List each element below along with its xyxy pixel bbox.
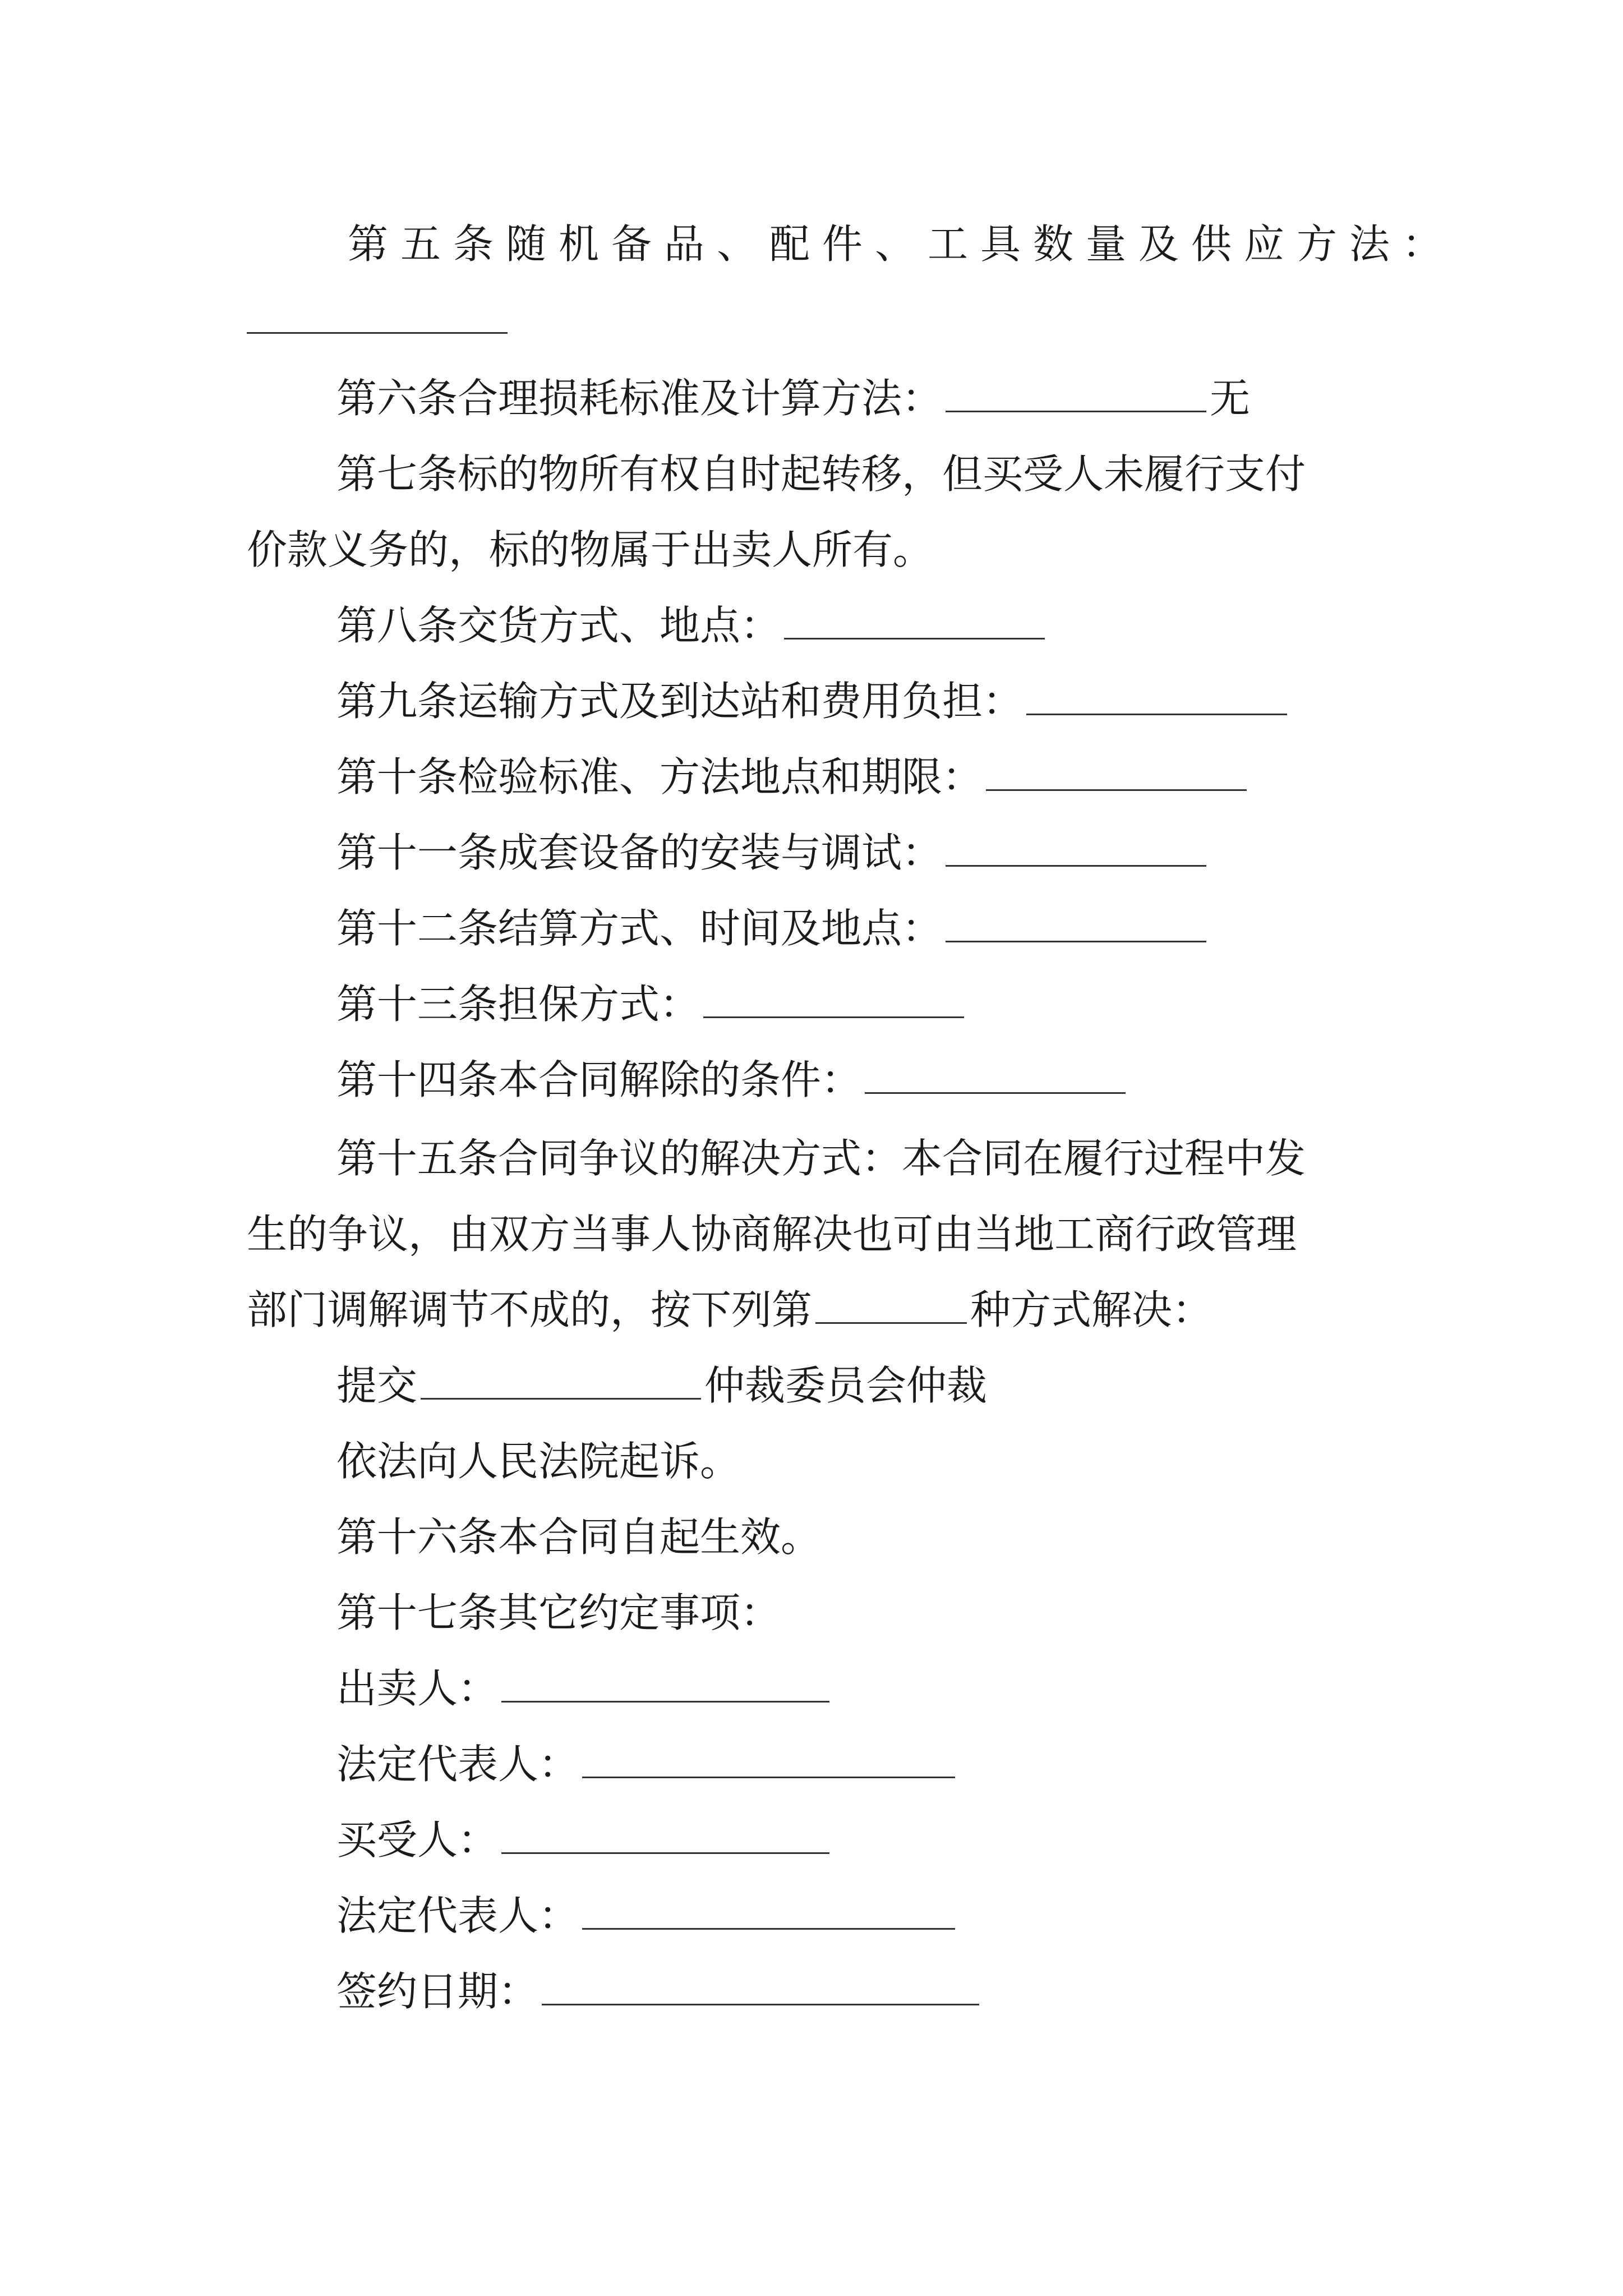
clause-14 — [336, 1046, 1129, 1114]
clause-9 — [336, 668, 1290, 735]
buyer-rep-label: 法定代表人： — [336, 1892, 579, 1939]
clause-17 — [336, 1579, 781, 1646]
option-1-text-a: 提交 — [336, 1362, 418, 1409]
clause-7-text-2: 价款义务的，标的物属于出卖人所有。 — [247, 526, 934, 573]
buyer-rep-blank[interactable] — [582, 1894, 955, 1930]
option-2 — [336, 1428, 740, 1495]
clause-7-text-1: 第七条标的物所有权自时起转移，但买受人未履行支付 — [336, 450, 1306, 498]
signature-buyer-rep — [336, 1882, 958, 1949]
seller-blank[interactable] — [501, 1667, 829, 1703]
clause-12 — [336, 895, 1210, 962]
clause-11-text: 第十一条成套设备的安装与调试： — [336, 829, 943, 876]
buyer-blank[interactable] — [501, 1819, 829, 1854]
clause-6-blank[interactable] — [946, 377, 1206, 412]
clause-15-text-3a: 部门调解调节不成的，按下列第 — [247, 1286, 813, 1333]
clause-15-method-blank[interactable] — [815, 1289, 967, 1324]
clause-15-line-3 — [247, 1276, 1212, 1343]
clause-8-text: 第八条交货方式、地点： — [336, 602, 781, 649]
seller-label: 出卖人： — [336, 1665, 499, 1712]
option-2-text: 依法向人民法院起诉。 — [336, 1438, 741, 1485]
clause-10-blank[interactable] — [986, 756, 1247, 791]
clause-15-text-3b: 种方式解决： — [970, 1286, 1213, 1333]
clause-9-blank[interactable] — [1026, 680, 1287, 715]
clause-14-blank[interactable] — [865, 1059, 1126, 1094]
clause-16-text: 第十六条本合同自起生效。 — [336, 1513, 822, 1561]
signature-buyer — [336, 1806, 833, 1874]
clause-17-text: 第十七条其它约定事项： — [336, 1589, 781, 1636]
clause-13-text: 第十三条担保方式： — [336, 981, 700, 1028]
buyer-label: 买受人： — [336, 1816, 499, 1864]
signature-seller-rep — [336, 1731, 958, 1798]
signature-date — [336, 1958, 983, 2025]
clause-10-text: 第十条检验标准、方法地点和期限： — [336, 753, 983, 800]
clause-6 — [336, 365, 1250, 432]
clause-7-line-1 — [336, 440, 1306, 508]
clause-14-text: 第十四条本合同解除的条件： — [336, 1056, 862, 1103]
clause-5-blank[interactable] — [247, 298, 508, 334]
clause-7-line-2 — [247, 516, 933, 583]
seller-rep-blank[interactable] — [582, 1743, 955, 1778]
clause-13 — [336, 970, 967, 1038]
clause-15-text-1: 第十五条合同争议的解决方式：本合同在履行过程中发 — [336, 1135, 1306, 1182]
clause-8-blank[interactable] — [784, 604, 1045, 639]
option-1 — [336, 1352, 987, 1419]
clause-11 — [336, 819, 1210, 886]
clause-6-tail: 无 — [1210, 375, 1251, 422]
clause-5-text: 第五条随机备品、配件、工具数量及供应方法： — [348, 220, 1455, 268]
clause-15-line-1 — [336, 1125, 1306, 1192]
clause-10 — [336, 743, 1250, 811]
option-1-arbitration-blank[interactable] — [421, 1364, 701, 1400]
clause-15-line-2 — [247, 1200, 1297, 1268]
clause-6-text: 第六条合理损耗标准及计算方法： — [336, 375, 943, 422]
clause-12-text: 第十二条结算方式、时间及地点： — [336, 905, 943, 952]
clause-12-blank[interactable] — [946, 907, 1206, 942]
clause-16 — [336, 1503, 821, 1571]
date-label: 签约日期： — [336, 1968, 539, 2015]
option-1-text-b: 仲裁委员会仲裁 — [704, 1362, 988, 1409]
seller-rep-label: 法定代表人： — [336, 1741, 579, 1788]
clause-15-text-2: 生的争议，由双方当事人协商解决也可由当地工商行政管理 — [247, 1211, 1297, 1258]
signature-seller — [336, 1655, 833, 1722]
date-blank[interactable] — [542, 1970, 979, 2005]
clause-13-blank[interactable] — [703, 983, 964, 1018]
clause-5-blank-line — [247, 286, 508, 353]
clause-9-text: 第九条运输方式及到达站和费用负担： — [336, 678, 1023, 725]
clause-11-blank[interactable] — [946, 831, 1206, 867]
clause-5 — [348, 210, 1455, 278]
clause-8 — [336, 592, 1048, 659]
